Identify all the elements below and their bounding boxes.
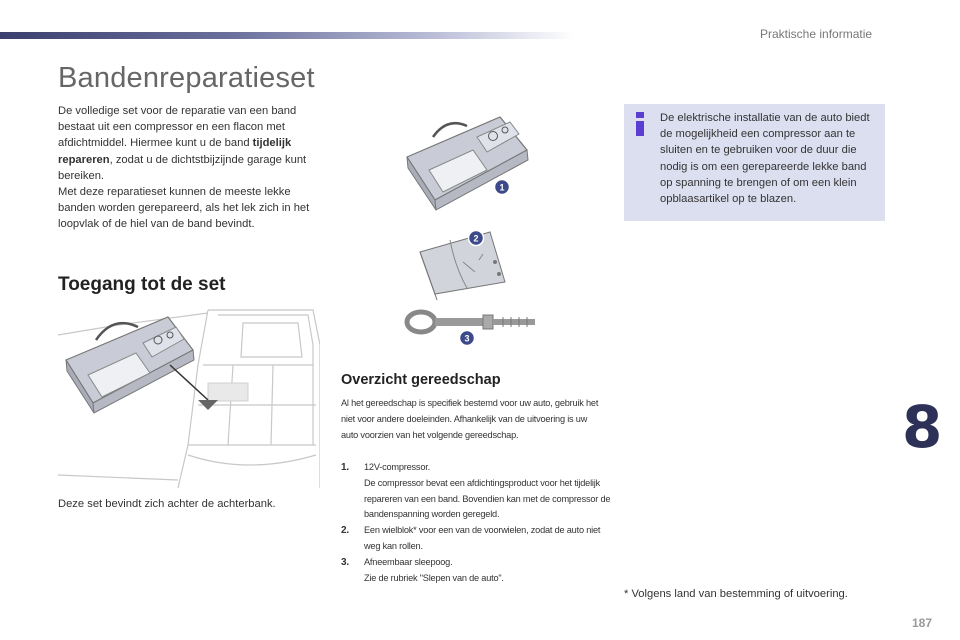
towing-eye-icon bbox=[407, 312, 535, 332]
section-header: Praktische informatie bbox=[760, 27, 873, 41]
header-gradient-bar bbox=[0, 32, 575, 39]
info-icon bbox=[634, 112, 646, 136]
access-heading: Toegang tot de set bbox=[58, 274, 226, 295]
intro-text bbox=[58, 103, 323, 233]
info-box bbox=[624, 104, 885, 221]
tools-heading: Overzicht gereedschap bbox=[341, 372, 501, 388]
footnote: * Volgens land van bestemming of uitvoering. bbox=[624, 588, 848, 600]
trunk-illustration bbox=[58, 305, 320, 488]
chapter-number: 8 bbox=[902, 393, 943, 461]
list-item: 1. 12V-compressor. De compressor bevat een afdichtingsproduct voor het tijdelijk repareren van een band. Bovendien kan met de compressor de bandenspanning worden geregeld. bbox=[341, 462, 611, 520]
compressor-bag-icon bbox=[66, 317, 194, 413]
compressor-icon bbox=[407, 117, 528, 210]
intro-emphasis: tijdelijk repareren bbox=[58, 137, 292, 166]
list-item: 3. Afneembaar sleepoog. Zie de rubriek "Slepen van de auto". bbox=[341, 556, 504, 583]
page-title: Bandenreparatieset bbox=[58, 62, 315, 94]
intro-paragraph-2: Met deze reparatieset kunnen de meeste lekke banden worden gerepareerd, als het lek zich in het loopvlak of de hiel van de band bevindt. bbox=[58, 186, 310, 231]
list-item: 2. Een wielblok* voor een van de voorwielen, zodat de auto niet weg kan rollen. bbox=[341, 525, 601, 551]
intro-paragraph-1: De volledige set voor de reparatie van een band bestaat uit een compressor en een flacon met afdichtmiddel. Hiermee kunt u de band tijdelijk repareren, zodat u de dichtstbijzijnde garage kunt bereiken. bbox=[58, 105, 307, 182]
tools-description: Al het gereedschap is specifiek bestemd voor uw auto, gebruik het niet voor andere doeleinden. Afhankelijk van de uitvoering is uw auto voorzien van het volgende gereedschap. bbox=[341, 398, 599, 440]
info-text: De elektrische installatie van de auto biedt de mogelijkheid een compressor aan te sluiten en te gebruiken voor de duur die nodig is om een gerepareerde lekke band op spanning te brengen of om een klein opblaasartikel op te blazen. bbox=[660, 112, 870, 206]
callout-2: 2 bbox=[473, 233, 479, 244]
wheel-chock-icon bbox=[420, 232, 505, 300]
callout-1: 1 bbox=[499, 182, 505, 193]
tools-list bbox=[341, 460, 611, 586]
access-caption: Deze set bevindt zich achter de achterbank. bbox=[58, 498, 276, 510]
tools-illustration bbox=[395, 112, 545, 357]
page-number: 187 bbox=[912, 616, 933, 630]
callout-3: 3 bbox=[464, 333, 470, 344]
